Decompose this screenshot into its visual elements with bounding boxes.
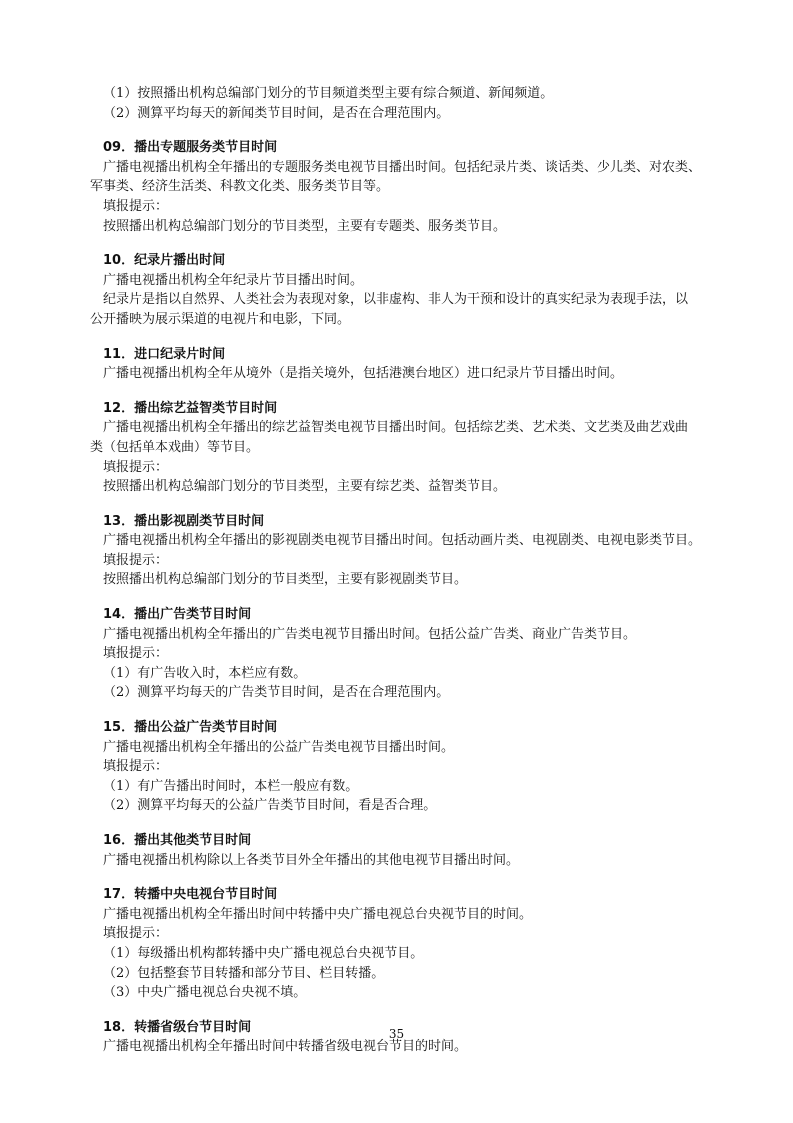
section-line: 广播电视播出机构除以上各类节目外全年播出的其他电视节目播出时间。 <box>103 852 520 868</box>
section-title: 纪录片播出时间 <box>134 253 226 269</box>
section-heading-16 <box>103 831 743 851</box>
section-line: 填报提示： <box>103 759 169 775</box>
section-line: 按照播出机构总编部门划分的节目类型，主要有综艺类、益智类节目。 <box>103 479 507 495</box>
section-line: 广播电视播出机构全年播出的广告类电视节目播出时间。包括公益广告类、商业广告类节目。 <box>103 626 637 642</box>
section-title: 播出专题服务类节目时间 <box>134 140 278 156</box>
section-line: 类（包括单本戏曲）等节目。 <box>90 439 260 455</box>
section-line: 按照播出机构总编部门划分的节目类型，主要有影视剧类节目。 <box>103 572 468 588</box>
section-line: （2）测算平均每天的公益广告类节目时间，看是否合理。 <box>103 798 437 814</box>
section-line: 广播电视播出机构全年从境外（是指关境外，包括港澳台地区）进口纪录片节目播出时间。 <box>103 366 624 382</box>
section-number: 14． <box>103 607 135 623</box>
section-line: （1）有广告播出时间时，本栏一般应有数。 <box>103 778 359 794</box>
section-line: 按照播出机构总编部门划分的节目类型，主要有专题类、服务类节目。 <box>103 218 507 234</box>
section-line: 填报提示： <box>103 552 169 568</box>
section-line: 广播电视播出机构全年播出时间中转播省级电视台节目的时间。 <box>103 1039 468 1055</box>
section-line: 填报提示： <box>103 198 169 214</box>
section-line: 广播电视播出机构全年播出的公益广告类电视节目播出时间。 <box>103 739 455 755</box>
section-line: 填报提示： <box>103 646 169 662</box>
section-line: （2）包括整套节目转播和部分节目、栏目转播。 <box>103 965 385 981</box>
section-line: 广播电视播出机构全年播出的专题服务类电视节目播出时间。包括纪录片类、谈话类、少儿类、对农类、 <box>103 159 702 175</box>
section-title: 转播省级台节目时间 <box>134 1019 252 1035</box>
section-heading-10 <box>103 251 743 271</box>
section-number: 13． <box>103 513 135 529</box>
top-item-2: （2）测算平均每天的新闻类节目时间，是否在合理范围内。 <box>103 105 450 121</box>
section-line: 填报提示： <box>103 926 169 942</box>
section-heading-17 <box>103 885 743 905</box>
section-number: 17． <box>103 887 135 903</box>
section-number: 12． <box>103 400 135 416</box>
section-line: 公开播映为展示渠道的电视片和电影，下同。 <box>90 311 351 327</box>
section-line: 广播电视播出机构全年纪录片节目播出时间。 <box>103 272 364 288</box>
section-number: 16． <box>103 833 135 848</box>
section-title: 播出公益广告类节目时间 <box>134 720 278 736</box>
section-title: 播出其他类节目时间 <box>134 833 252 848</box>
section-heading-12 <box>103 399 743 419</box>
section-number: 10． <box>103 253 135 269</box>
section-number: 15． <box>103 720 135 736</box>
section-line: 填报提示： <box>103 459 169 475</box>
section-heading-14 <box>103 605 743 625</box>
section-heading-11 <box>103 345 743 365</box>
section-line: （3）中央广播电视总台央视不填。 <box>103 985 307 1001</box>
section-line: （2）测算平均每天的广告类节目时间，是否在合理范围内。 <box>103 685 450 701</box>
section-number: 09． <box>103 140 135 156</box>
page-number: 35 <box>388 1027 405 1041</box>
section-title: 播出综艺益智类节目时间 <box>134 400 278 416</box>
section-line: 广播电视播出机构全年播出时间中转播中央广播电视总台央视节目的时间。 <box>103 906 533 922</box>
section-number: 11． <box>103 346 135 362</box>
section-heading-15 <box>103 718 743 738</box>
page-content <box>90 84 743 1057</box>
section-heading-09 <box>103 138 743 158</box>
section-title: 进口纪录片时间 <box>134 346 226 362</box>
section-heading-13 <box>103 512 743 532</box>
section-line: （1）有广告收入时，本栏应有数。 <box>103 665 307 681</box>
section-line: 广播电视播出机构全年播出的影视剧类电视节目播出时间。包括动画片类、电视剧类、电视电影类节目。 <box>103 533 702 549</box>
section-line: （1）每级播出机构都转播中央广播电视总台央视节目。 <box>103 945 424 961</box>
section-number: 18． <box>103 1019 135 1035</box>
section-title: 转播中央电视台节目时间 <box>134 887 278 903</box>
section-line: 广播电视播出机构全年播出的综艺益智类电视节目播出时间。包括综艺类、艺术类、文艺类及曲艺戏曲 <box>103 420 689 436</box>
section-line: 纪录片是指以自然界、人类社会为表现对象，以非虚构、非人为干预和设计的真实纪录为表现手法，以 <box>103 292 689 308</box>
section-title: 播出影视剧类节目时间 <box>134 513 265 529</box>
section-line: 军事类、经济生活类、科教文化类、服务类节目等。 <box>90 179 390 195</box>
section-title: 播出广告类节目时间 <box>134 607 252 623</box>
top-item-1: （1）按照播出机构总编部门划分的节目频道类型主要有综合频道、新闻频道。 <box>103 86 554 101</box>
